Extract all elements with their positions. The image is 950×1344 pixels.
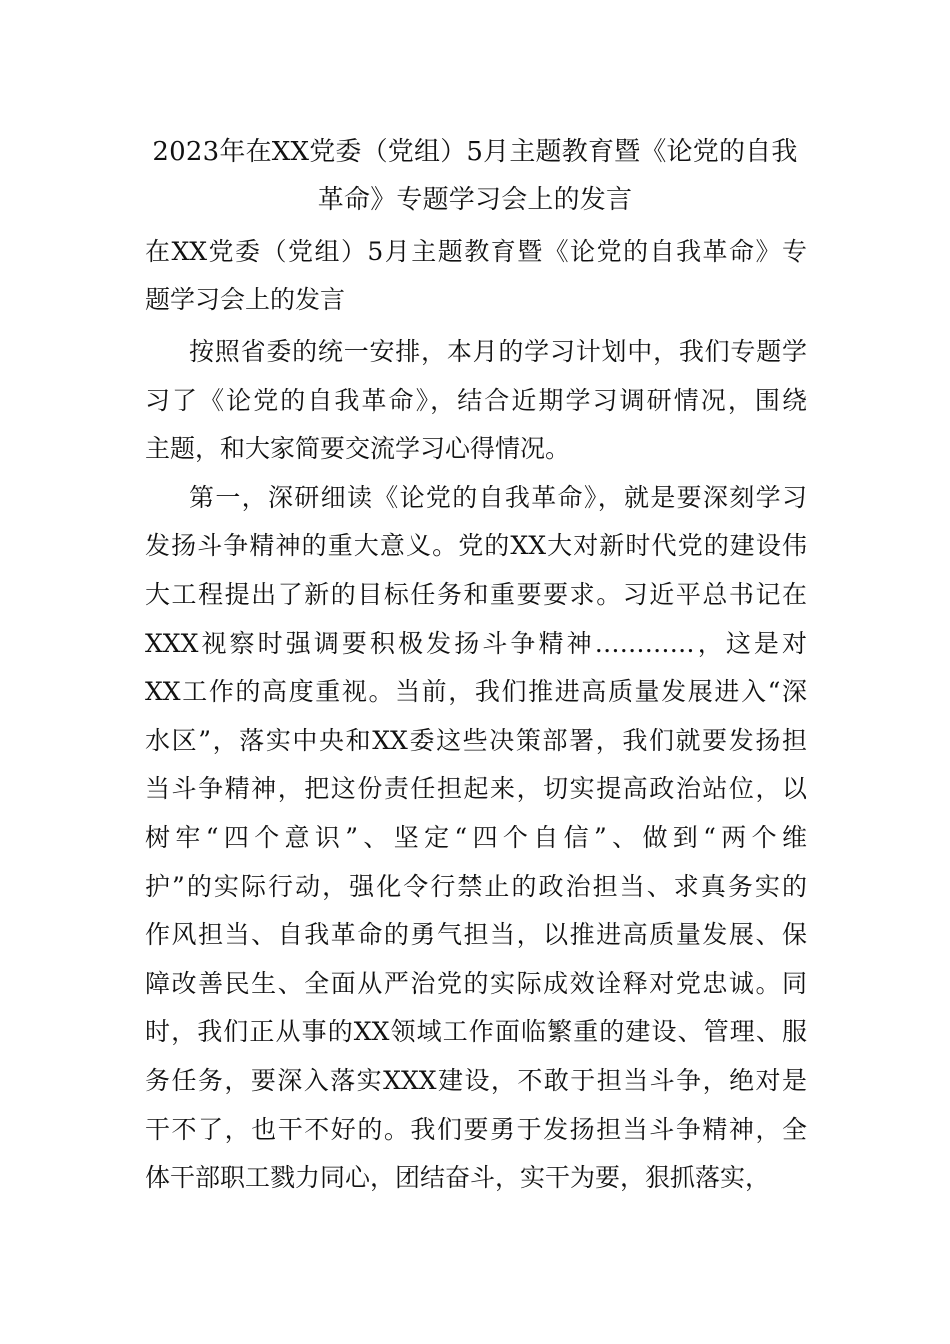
title-line: 2023年在XX党委（党组）5月主题教育暨《论党的自我 [152, 137, 798, 167]
paragraph-line: 第一，深研细读《论党的自我革命》，就是要深刻学习 [189, 482, 807, 512]
paragraph-line: 作风担当、自我革命的勇气担当，以推进高质量发展、保 [145, 920, 807, 950]
document-title [145, 128, 805, 224]
paragraph-line: 体干部职工戮力同心，团结奋斗，实干为要，狠抓落实， [145, 1163, 771, 1193]
paragraph-line: 树牢“四个意识”、坚定“四个自信”、做到“两个维 [145, 822, 807, 852]
paragraph-line: 按照省委的统一安排，本月的学习计划中，我们专题学 [189, 337, 807, 366]
paragraph-line: 护”的实际行动，强化令行禁止的政治担当、求真务实的 [145, 871, 807, 901]
title-line: 革命》专题学习会上的发言 [317, 185, 633, 215]
paragraph-line: 当斗争精神，把这份责任担起来，切实提高政治站位，以 [145, 774, 807, 804]
paragraph-line: XXX视察时强调要积极发扬斗争精神…………，这是对 [145, 628, 807, 658]
subtitle-line: 题学习会上的发言 [145, 285, 346, 314]
paragraph-line: 时，我们正从事的XX领域工作面临繁重的建设、管理、服 [145, 1017, 807, 1047]
paragraph-first-point [145, 474, 807, 1203]
paragraph-intro [145, 328, 807, 474]
paragraph-line: 障改善民生、全面从严治党的实际成效诠释对党忠诚。同 [145, 968, 807, 998]
paragraph-line: 发扬斗争精神的重大意义。党的XX大对新时代党的建设伟 [145, 531, 807, 561]
paragraph-line: 水区”，落实中央和XX委这些决策部署，我们就要发扬担 [145, 725, 807, 755]
paragraph-line: 习了《论党的自我革命》，结合近期学习调研情况，围绕 [145, 385, 807, 415]
paragraph-line: 主题，和大家简要交流学习心得情况。 [145, 434, 571, 464]
document-subtitle [145, 228, 807, 324]
paragraph-line: 务任务，要深入落实XXX建设，不敢于担当斗争，绝对是 [145, 1065, 807, 1095]
paragraph-line: 干不了，也干不好的。我们要勇于发扬担当斗争精神，全 [145, 1114, 807, 1144]
paragraph-line: 大工程提出了新的目标任务和重要要求。习近平总书记在 [145, 579, 807, 609]
paragraph-line: XX工作的高度重视。当前，我们推进高质量发展进入“深 [145, 677, 807, 707]
document-body [145, 328, 807, 1203]
subtitle-line: 在XX党委（党组）5月主题教育暨《论党的自我革命》专 [145, 237, 807, 266]
